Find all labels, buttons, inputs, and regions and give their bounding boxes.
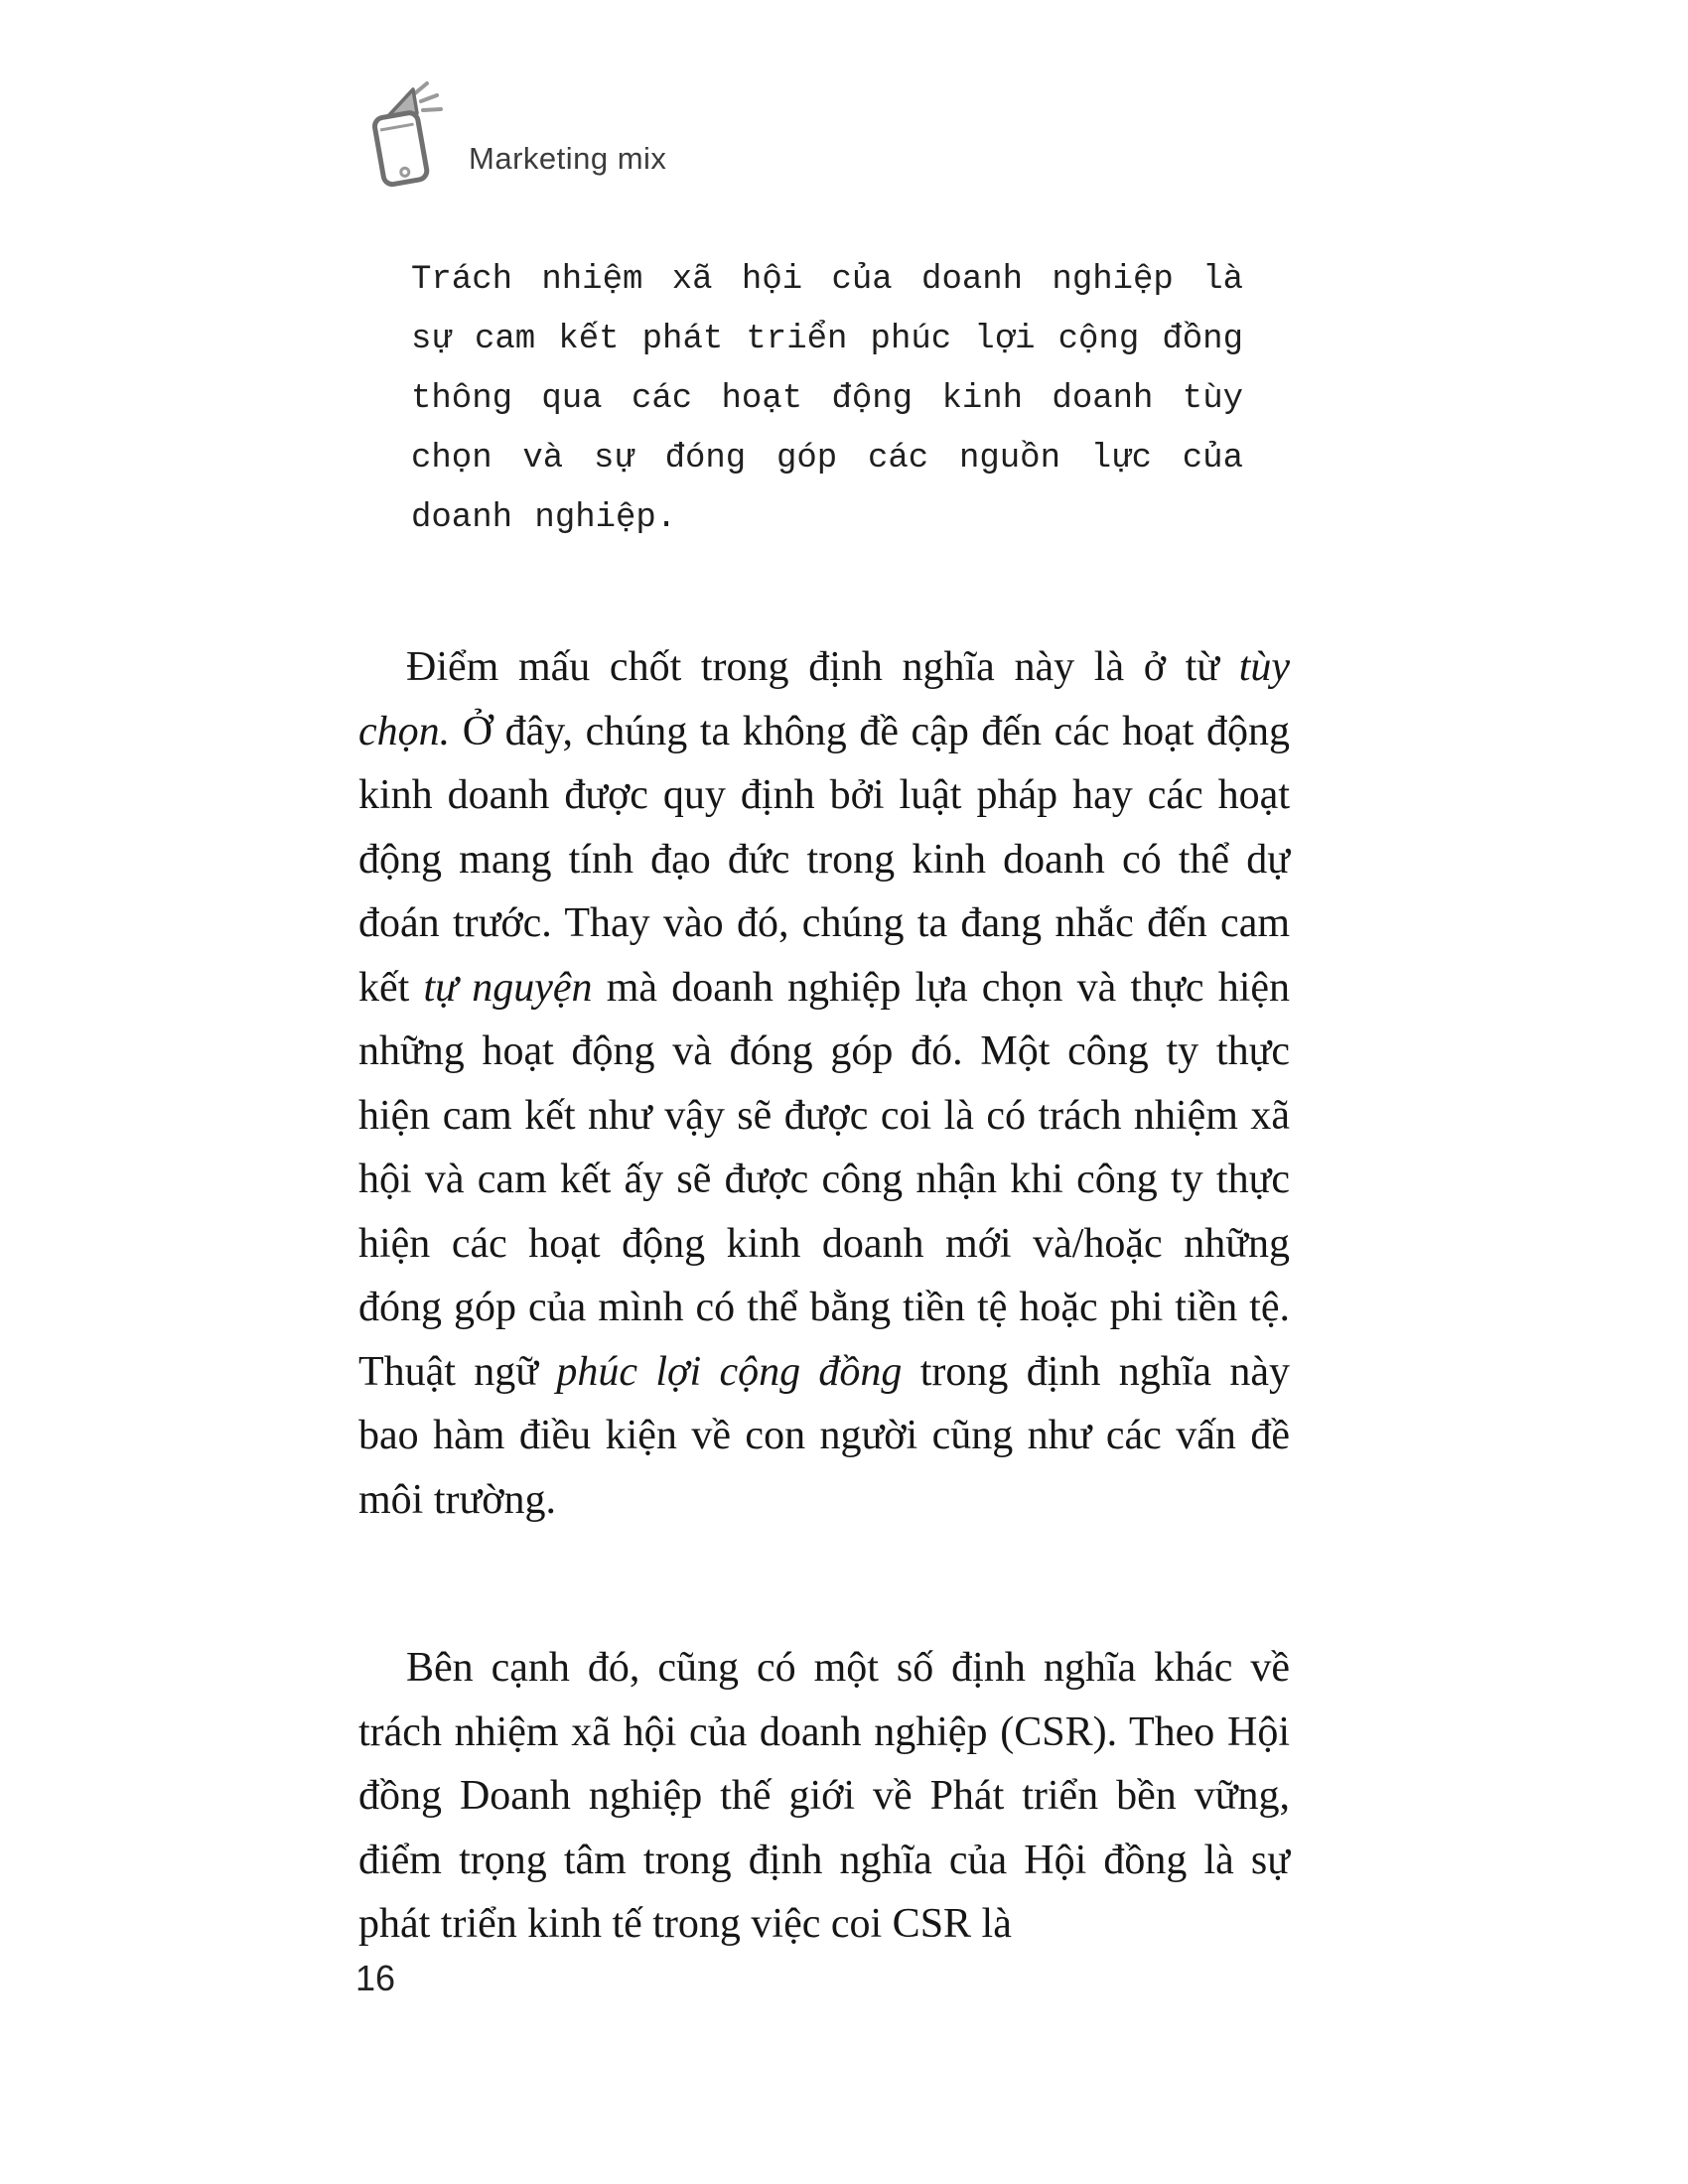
italic-term-tu-nguyen: tự nguyện — [423, 964, 593, 1011]
megaphone-phone-icon — [357, 79, 449, 191]
quote-block: Trách nhiệm xã hội của doanh nghiệp là sự cam kết phát triển phúc lợi cộng đồng thông qua các hoạt động kinh doanh tùy chọn và sự đóng góp các nguồn lực của doanh nghiệp. — [411, 261, 1243, 537]
paragraph-2: Bên cạnh đó, cũng có một số định nghĩa khác về trách nhiệm xã hội của doanh nghiệp (CSR). Theo Hội đồng Doanh nghiệp thế giới về Phát triển bền vững, điểm trọng tâm trong định nghĩa của Hội đồng là sự phát triển kinh tế trong việc coi CSR là — [358, 1645, 1290, 1947]
paragraph-1-text: mà doanh nghiệp lựa chọn và thực hiện những hoạt động và đóng góp đó. Một công ty thực hiện cam kết như vậy sẽ được coi là có trách nhiệm xã hội và cam kết ấy sẽ được công nhận khi công ty thực hiện các hoạt động kinh doanh mới và/hoặc những đóng góp của mình có thể bằng tiền tệ hoặc phi tiền tệ. Thuật ngữ — [358, 964, 1291, 1395]
italic-term-phuc-loi-cong-dong: phúc lợi cộng đồng — [556, 1348, 903, 1395]
paragraph-1 — [358, 635, 1290, 1532]
italic-term-tuy-chon: tùy chọn. — [358, 644, 1290, 754]
paragraph-1-text: Ở đây, chúng ta không đề cập đến các hoạt động kinh doanh được quy định bởi luật pháp hay các hoạt động mang tính đạo đức trong kinh doanh có thể dự đoán trước. Thay vào đó, chúng ta đang nhắc đến cam kết — [358, 708, 1290, 1011]
header-title: Marketing mix — [469, 141, 667, 176]
page-header — [357, 79, 666, 191]
paragraph-1-text: Điểm mấu chốt trong định nghĩa này là ở từ — [406, 644, 1239, 690]
paragraph-1-text: trong định nghĩa này bao hàm điều kiện về con người cũng như các vấn đề môi trường. — [358, 1348, 1290, 1523]
page-number: 16 — [355, 1958, 396, 1998]
